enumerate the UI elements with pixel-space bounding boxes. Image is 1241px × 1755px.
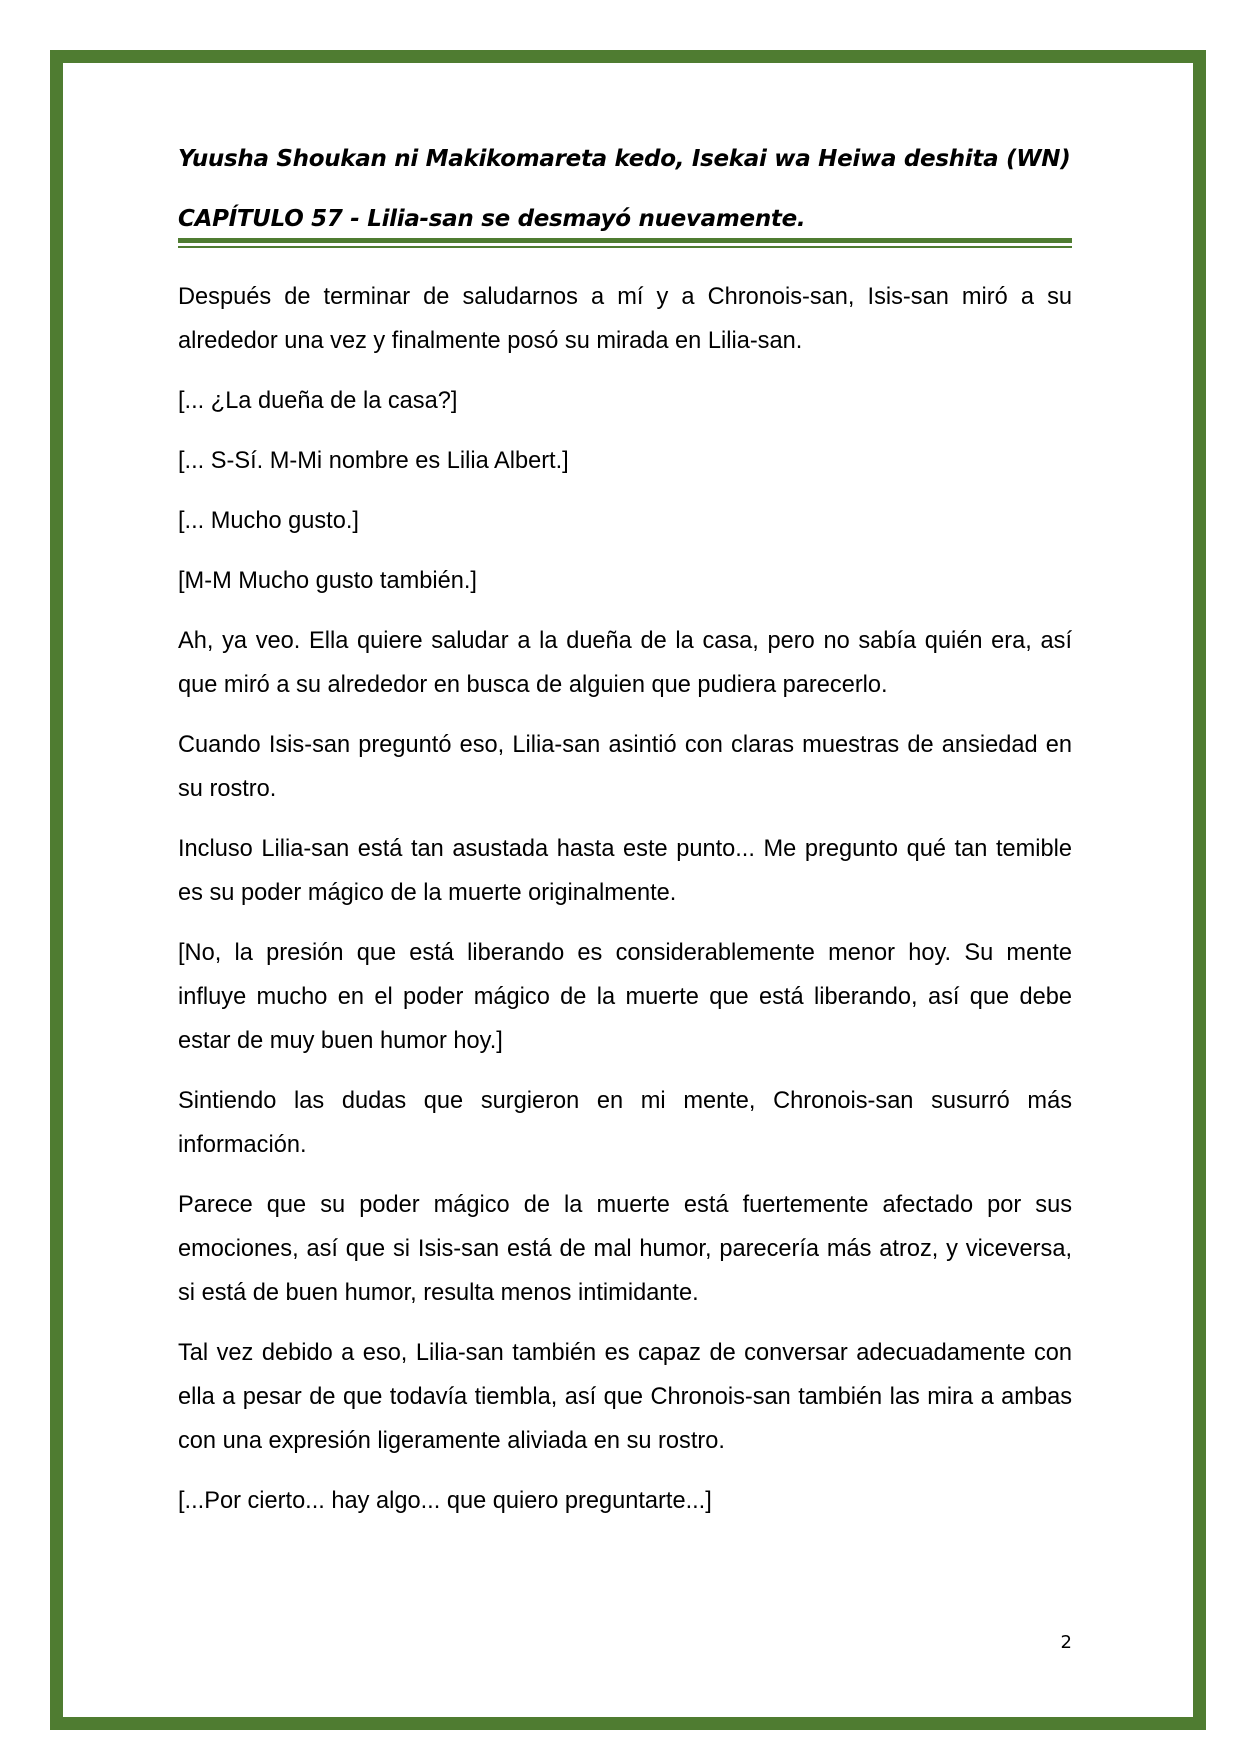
dialogue-line: [... S-Sí. M-Mi nombre es Lilia Albert.] xyxy=(178,448,569,474)
dialogue-line: [... ¿La dueña de la casa?] xyxy=(178,388,458,414)
dialogue-line: [M-M Mucho gusto también.] xyxy=(178,568,477,594)
dialogue-line: [... Mucho gusto.] xyxy=(178,508,359,534)
title-divider-thin xyxy=(178,246,1072,248)
paragraph: Incluso Lilia-san está tan asustada hasta este punto... Me pregunto qué tan temible es su poder mágico de la muerte originalmente. xyxy=(178,836,1072,906)
title-divider-thick xyxy=(178,238,1072,243)
paragraph: Parece que su poder mágico de la muerte está fuertemente afectado por sus emociones, así que si Isis-san está de mal humor, parecería más atroz, y viceversa, si está de buen humor, resulta menos intimidante. xyxy=(178,1192,1072,1306)
paragraph: Tal vez debido a eso, Lilia-san también es capaz de conversar adecuadamente con ella a pesar de que todavía tiembla, así que Chronois-san también las mira a ambas con una expresión ligeramente aliviada en su rostro. xyxy=(178,1340,1072,1454)
series-title: Yuusha Shoukan ni Makikomareta kedo, Isekai wa Heiwa deshita (WN) xyxy=(178,146,1071,172)
paragraph: Ah, ya veo. Ella quiere saludar a la dueña de la casa, pero no sabía quién era, así que miró a su alrededor en busca de alguien que pudiera parecerlo. xyxy=(178,628,1072,698)
dialogue-line: [...Por cierto... hay algo... que quiero preguntarte...] xyxy=(178,1488,712,1514)
paragraph: Sintiendo las dudas que surgieron en mi mente, Chronois-san susurró más información. xyxy=(178,1088,1072,1158)
paragraph: Después de terminar de saludarnos a mí y a Chronois-san, Isis-san miró a su alrededor una vez y finalmente posó su mirada en Lilia-san. xyxy=(178,284,1072,354)
page-number: 2 xyxy=(1060,1632,1072,1653)
dialogue-line: [No, la presión que está liberando es considerablemente menor hoy. Su mente influye mucho en el poder mágico de la muerte que está liberando, así que debe estar de muy buen humor hoy.] xyxy=(178,940,1072,1054)
chapter-body xyxy=(178,275,1072,1539)
chapter-title: CAPÍTULO 57 - Lilia-san se desmayó nuevamente. xyxy=(178,206,806,232)
paragraph: Cuando Isis-san preguntó eso, Lilia-san asintió con claras muestras de ansiedad en su rostro. xyxy=(178,732,1072,802)
